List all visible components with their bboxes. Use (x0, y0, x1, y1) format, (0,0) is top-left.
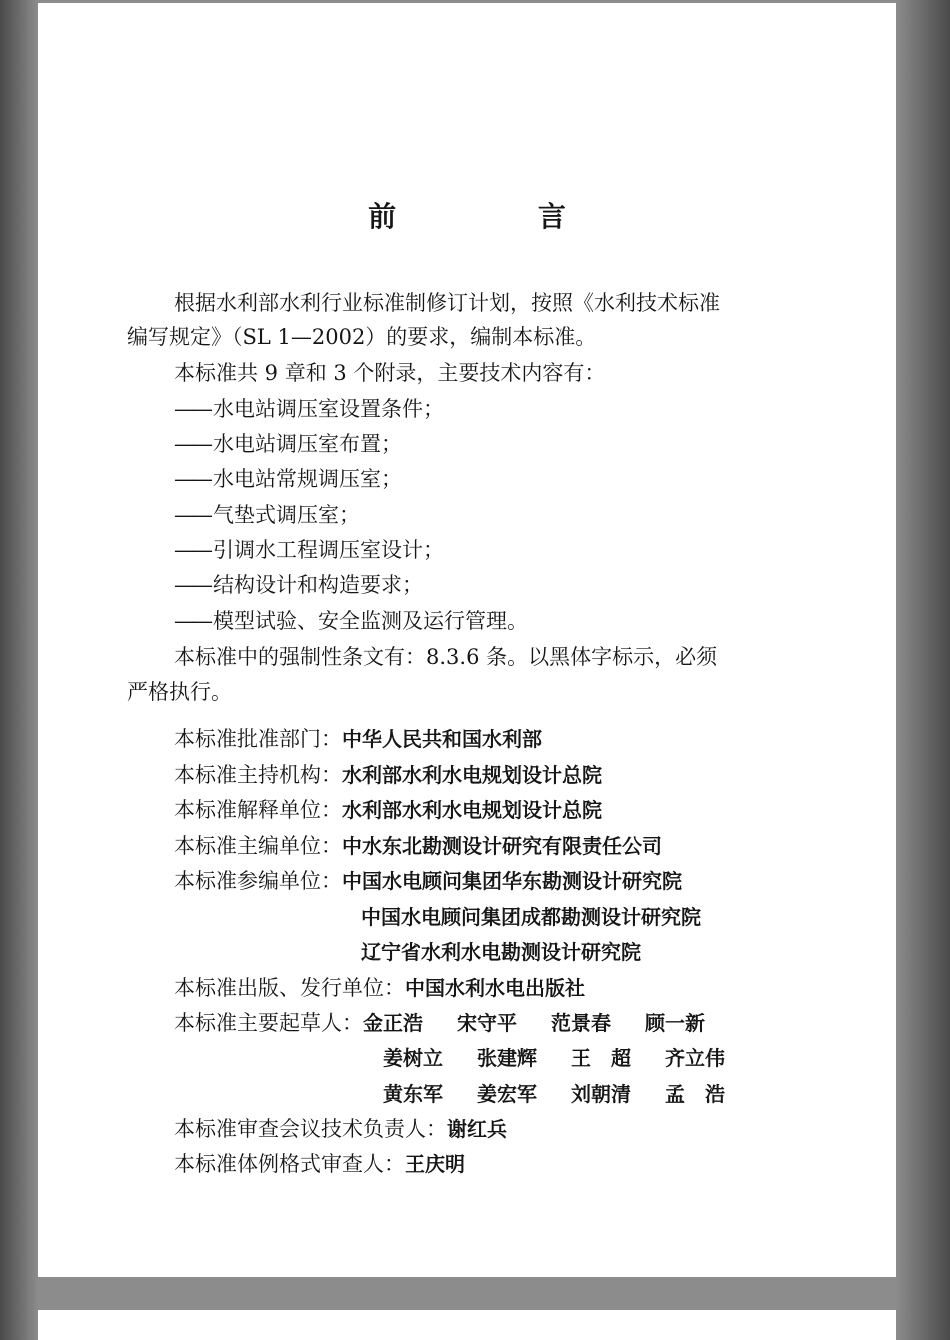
drafter-name: 黄东军 (383, 1082, 443, 1106)
drafter-name: 范景春 (551, 1011, 611, 1035)
content-item-text: 引调水工程调压室设计； (213, 538, 444, 562)
drafters-label: 本标准主要起草人： (174, 1011, 363, 1035)
em-dash: —— (174, 538, 210, 562)
drafter-name: 姜宏军 (477, 1082, 537, 1106)
approval-label: 本标准批准部门： (174, 727, 342, 751)
interpret-value: 水利部水利水电规划设计总院 (342, 798, 602, 822)
participating-label: 本标准参编单位： (174, 869, 342, 893)
content-item-text: 模型试验、安全监测及运行管理。 (213, 609, 528, 633)
review-label: 本标准审查会议技术负责人： (174, 1117, 447, 1141)
page-title: 前 言 (368, 200, 632, 233)
approval-row (174, 726, 542, 752)
participating-value: 中国水电顾问集团成都勘测设计研究院 (361, 905, 701, 929)
content-item-text: 结构设计和构造要求； (213, 573, 423, 597)
intro-line-3: 本标准共 9 章和 3 个附录，主要技术内容有： (174, 361, 606, 385)
drafter-name: 宋守平 (457, 1011, 517, 1035)
interpret-row (174, 797, 602, 823)
host-label: 本标准主持机构： (174, 763, 342, 787)
drafters-names (363, 1011, 739, 1035)
next-page (38, 1310, 896, 1340)
content-item (174, 466, 402, 492)
review-row (174, 1116, 507, 1142)
intro-line-2: 编写规定》（SL 1—2002）的要求，编制本标准。 (127, 325, 597, 349)
participating-row (174, 868, 682, 894)
content-item (174, 608, 528, 634)
mandatory-line-2: 严格执行。 (127, 680, 232, 704)
review-value: 谢红兵 (447, 1117, 507, 1141)
drafter-name: 齐立伟 (665, 1046, 725, 1070)
content-item (174, 502, 360, 528)
content-item-text: 水电站调压室设置条件； (213, 397, 444, 421)
participating-value: 辽宁省水利水电勘测设计研究院 (361, 940, 641, 964)
drafter-name: 王 超 (571, 1046, 631, 1070)
publisher-label: 本标准出版、发行单位： (174, 976, 405, 1000)
publisher-row (174, 975, 585, 1001)
content-item (174, 572, 423, 598)
drafter-name: 顾一新 (645, 1011, 705, 1035)
drafters-names (383, 1045, 759, 1071)
em-dash: —— (174, 609, 210, 633)
drafter-name: 孟 浩 (665, 1082, 725, 1106)
em-dash: —— (174, 503, 210, 527)
drafters-names (383, 1081, 759, 1107)
approval-value: 中华人民共和国水利部 (342, 727, 542, 751)
format-review-value: 王庆明 (405, 1152, 465, 1176)
chief-editor-row (174, 833, 662, 859)
host-value: 水利部水利水电规划设计总院 (342, 763, 602, 787)
content-item-text: 气垫式调压室； (213, 503, 360, 527)
mandatory-line-1: 本标准中的强制性条文有：8.3.6 条。以黑体字标示，必须 (174, 645, 718, 669)
document-page (38, 3, 896, 1277)
chief-editor-label: 本标准主编单位： (174, 834, 342, 858)
drafter-name: 姜树立 (383, 1046, 443, 1070)
content-item-text: 水电站调压室布置； (213, 432, 402, 456)
em-dash: —— (174, 397, 210, 421)
content-item (174, 431, 402, 457)
format-review-row (174, 1151, 465, 1177)
format-review-label: 本标准体例格式审查人： (174, 1152, 405, 1176)
interpret-label: 本标准解释单位： (174, 798, 342, 822)
intro-line-1: 根据水利部水利行业标准制修订计划，按照《水利技术标准 (174, 291, 720, 315)
drafters-row (174, 1010, 739, 1036)
drafter-name: 张建辉 (477, 1046, 537, 1070)
em-dash: —— (174, 573, 210, 597)
em-dash: —— (174, 432, 210, 456)
host-row (174, 762, 602, 788)
content-item-text: 水电站常规调压室； (213, 467, 402, 491)
content-item (174, 396, 444, 422)
content-item (174, 537, 444, 563)
publisher-value: 中国水利水电出版社 (405, 976, 585, 1000)
participating-value: 中国水电顾问集团华东勘测设计研究院 (342, 869, 682, 893)
chief-editor-value: 中水东北勘测设计研究有限责任公司 (342, 834, 662, 858)
drafter-name: 金正浩 (363, 1011, 423, 1035)
em-dash: —— (174, 467, 210, 491)
drafter-name: 刘朝清 (571, 1082, 631, 1106)
